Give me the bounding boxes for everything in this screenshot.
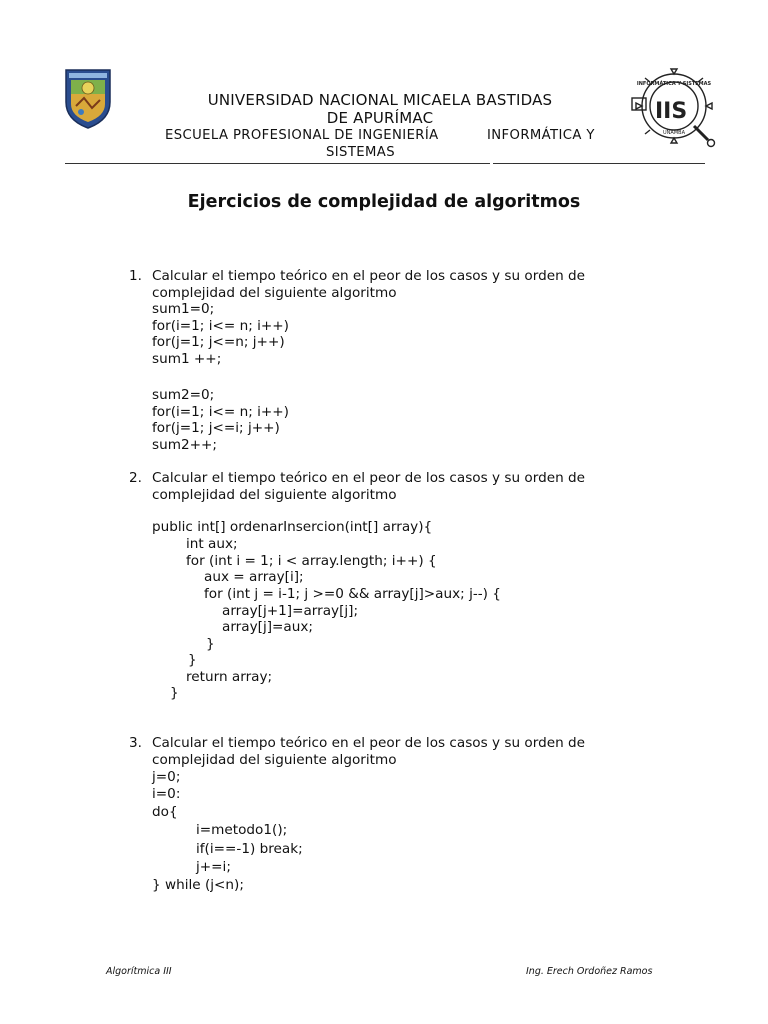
code-line: sum1 ++; [152,351,222,367]
exercise-statement: complejidad del siguiente algoritmo [152,752,397,768]
code-line: aux = array[i]; [204,569,304,585]
header-rule-left [65,163,490,164]
header-rule-right [493,163,705,164]
university-name-line2: DE APURÍMAC [326,109,434,127]
department-seal-logo [628,68,720,148]
code-line: int aux; [186,536,238,552]
school-name-part1: ESCUELA PROFESIONAL DE INGENIERÍA [165,128,439,143]
code-line: for (int j = i-1; j >=0 && array[j]>aux; j--) { [204,586,501,602]
code-line: } while (j<n); [152,877,244,893]
exercise-number: 2. [129,470,142,486]
code-line: for (int i = 1; i < array.length; i++) { [186,553,437,569]
code-line: i=0: [152,786,181,802]
code-line: sum2++; [152,437,217,453]
exercise-number: 1. [129,268,142,284]
code-line: for(j=1; j<=n; j++) [152,334,285,350]
school-name-line2: SISTEMAS [326,145,395,160]
code-line: sum2=0; [152,387,215,403]
exercise-statement: Calcular el tiempo teórico en el peor de los casos y su orden de [152,268,586,284]
exercise-statement: Calcular el tiempo teórico en el peor de los casos y su orden de [152,735,586,751]
code-line: for(j=1; j<=i; j++) [152,420,280,436]
svg-text:IIS: IIS [655,99,688,124]
code-line: j=0; [152,769,181,785]
code-line: for(i=1; i<= n; i++) [152,404,289,420]
code-line: array[j]=aux; [222,619,313,635]
code-line: for(i=1; i<= n; i++) [152,318,289,334]
exercise-statement: complejidad del siguiente algoritmo [152,487,397,503]
code-line: if(i==-1) break; [196,841,303,857]
code-line: sum1=0; [152,301,215,317]
code-line: i=metodo1(); [196,822,288,838]
code-line: j+=i; [196,859,231,875]
code-line: array[j+1]=array[j]; [222,603,359,619]
university-name-line1: UNIVERSIDAD NACIONAL MICAELA BASTIDAS [207,91,553,109]
code-line: public int[] ordenarInsercion(int[] array){ [152,519,433,535]
exercise-statement: complejidad del siguiente algoritmo [152,285,397,301]
svg-text:UNAMBA: UNAMBA [663,130,685,136]
code-line: do{ [152,804,178,820]
university-crest-logo [64,68,112,130]
code-line: return array; [186,669,273,685]
code-line: } [206,636,215,652]
page-title: Ejercicios de complejidad de algoritmos [187,192,581,212]
code-line: } [188,652,197,668]
code-line: } [170,685,179,701]
exercise-statement: Calcular el tiempo teórico en el peor de los casos y su orden de [152,470,586,486]
footer-course: Algorítmica III [106,966,172,977]
svg-text:INFORMÁTICA Y SISTEMAS: INFORMÁTICA Y SISTEMAS [636,81,712,87]
school-name-part2: INFORMÁTICA Y [487,128,595,143]
footer-author: Ing. Erech Ordoñez Ramos [526,966,653,977]
exercise-number: 3. [129,735,142,751]
